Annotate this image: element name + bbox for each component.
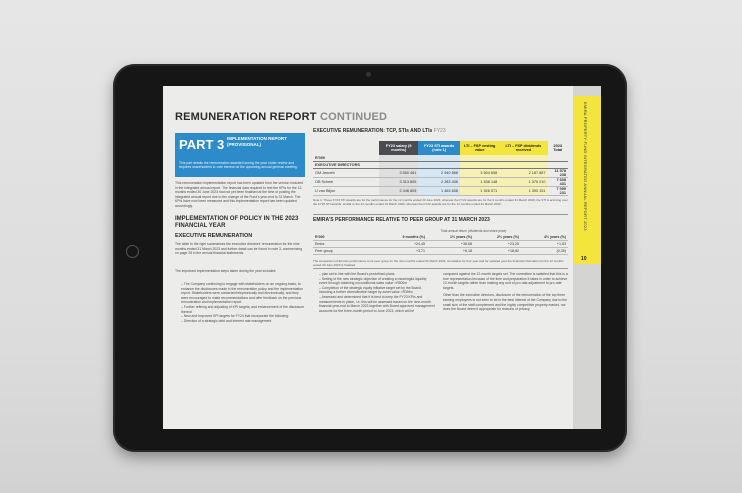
cell: +38,68 bbox=[427, 241, 474, 248]
right-column bbox=[443, 272, 568, 312]
cell: +24,45 bbox=[379, 241, 427, 248]
table-header-cell: 2023 Total bbox=[553, 144, 563, 152]
divider bbox=[313, 214, 568, 215]
bullet-item: – Further refining and adjusting of KPI targets, and enhancement of the disclosure thereof. bbox=[181, 305, 305, 314]
cell: 2 187 887 bbox=[499, 169, 547, 178]
part-header bbox=[175, 133, 305, 159]
report-page bbox=[163, 86, 573, 429]
row-name: U van Biljon bbox=[313, 187, 379, 196]
table1-heading bbox=[313, 128, 446, 134]
table2-heading: EMIRA'S PERFORMANCE RELATIVE TO PEER GROUP AT 31 MARCH 2023 bbox=[313, 217, 490, 223]
intro-box-text: This part details the remuneration awarded during the year under review and requires shareholders to vote thereon at the upcoming annual general meeting. bbox=[179, 161, 298, 170]
row-name: Emira bbox=[313, 241, 379, 248]
side-tab[interactable] bbox=[573, 96, 601, 264]
peer-performance-table bbox=[313, 228, 568, 255]
divider bbox=[313, 268, 568, 269]
unit-label: R'000 bbox=[313, 155, 379, 162]
table2-note: The comparison of Emira's performance to its peer group for the nine months ended 31 March 2023, cumulative for four year and for updated year the financial information for the 12 months ended 30 June 2023 is finalised. bbox=[313, 259, 564, 267]
unit-label: R'000 bbox=[313, 234, 379, 241]
table1-note: Note 1: These FY23 STI awards are for the performance for the 12 months ended 30 June 2023, whereas the FY22 awards are for the 9 months ended 31 March 2023; the STI is accruing over the FY23 STI awards, similar to the 12 months ended 31 March 2023, whereas the FY22 awards are for the 12 months ended 31 March 2023. bbox=[313, 198, 568, 206]
executive-paragraph: The table to the right summarises the executive directors' remuneration for the nine months ended 31 March 2023 and further detail can be found in note 3, commencing on page 28 in the annual financial statements. bbox=[175, 242, 303, 256]
table-header-cell: FY23 STI awards (note 1) bbox=[418, 141, 460, 155]
table-header-cell bbox=[313, 141, 379, 155]
cell-total: 7 099 231 bbox=[548, 187, 569, 196]
table-section-row bbox=[313, 162, 568, 169]
table-caption: Total annual return (dividends and share price) bbox=[440, 229, 507, 233]
table-row bbox=[313, 178, 568, 187]
cell: (0,35) bbox=[521, 248, 568, 255]
cell: 3 504 658 bbox=[460, 169, 499, 178]
section-label: EXECUTIVE DIRECTORS bbox=[313, 162, 379, 169]
intro-box bbox=[175, 159, 305, 177]
cell: +18,82 bbox=[474, 248, 521, 255]
bullet-item: – Assessed and determined that it is best to keep the FY23 KPIs and measurements in place, i.e. this will be assessed based on the nine-month financial year-end to March 2023 together with Board-approved management accounts for the three-month period to June 2023, which will be bbox=[319, 295, 435, 313]
middle-column bbox=[313, 272, 435, 313]
bullet-item: – Direction of a strategic debt and interest rate management bbox=[181, 319, 305, 324]
cell-total: 11 578 238 bbox=[548, 169, 569, 178]
intro-paragraph: This remuneration implementation report has been updated from the version included in the integrated annual report. The financial data required to test the KPIs for the 12-months ended 30 June 2023 had not yet been finalised at the time of posting the integrated annual report due to the change of the Fund's year-end to 31 March. The KPIs have now been measured and this implementation report has been updated accordingly. bbox=[175, 181, 303, 208]
bullet-item: – plan set in line with the Board's predefined plans bbox=[319, 272, 435, 277]
table-row bbox=[313, 187, 568, 196]
cell: 1 638 148 bbox=[460, 178, 499, 187]
cell: 2 940 868 bbox=[418, 169, 460, 178]
table-row bbox=[313, 169, 568, 178]
table-header-cell: FY23 salary (9 months) bbox=[379, 141, 418, 155]
cell: +23,25 bbox=[474, 241, 521, 248]
cell: +3,71 bbox=[379, 248, 427, 255]
table-header-cell: 2½ years (%) bbox=[474, 234, 521, 241]
right-paragraph: compared against the 12-month targets set. The committee is satisfied that this is a true representation because of the time and preparation it takes in order to achieve 12-month targets rather than making any sort of pro-rata adjustment to pro-rate targets. bbox=[443, 272, 568, 290]
table-header-cell: LTI – FSP dividends received bbox=[499, 141, 547, 155]
bullet-item: – Setting of the new strategic objective of creating a meaningful liquidity event through obtaining unconditional sales value >R500m bbox=[319, 277, 435, 286]
heading-implementation: IMPLEMENTATION OF POLICY IN THE 2023 FINANCIAL YEAR bbox=[175, 216, 299, 229]
table-header-cell: LTI – FSP vesting value bbox=[460, 141, 499, 155]
page-number: 10 bbox=[581, 256, 587, 262]
table1-heading-highlight: FY23 bbox=[433, 128, 446, 134]
row-name: OB Scheel bbox=[313, 178, 379, 187]
cell: 3 550 461 bbox=[379, 169, 418, 178]
cell: 1 390 151 bbox=[499, 187, 547, 196]
row-name: GM Jennett bbox=[313, 169, 379, 178]
cell: 1 376 210 bbox=[499, 178, 547, 187]
steps-intro: The important implementation steps taken during the year included: bbox=[175, 269, 277, 273]
camera-dot bbox=[366, 72, 371, 77]
cell: 3 313 805 bbox=[379, 178, 418, 187]
cell: 2 283 408 bbox=[418, 178, 460, 187]
row-name: Peer group bbox=[313, 248, 379, 255]
table-header-cell: 9 months (%) bbox=[379, 234, 427, 241]
executive-remuneration-table bbox=[313, 141, 568, 196]
table-header-row bbox=[313, 141, 568, 155]
cell: +1,53 bbox=[521, 241, 568, 248]
table-header-cell: 1½ years (%) bbox=[427, 234, 474, 241]
title-main: REMUNERATION REPORT bbox=[175, 111, 317, 123]
table-row bbox=[313, 241, 568, 248]
cell: 1 463 608 bbox=[418, 187, 460, 196]
right-paragraph: Other than the executive directors, disclosure of the remuneration of the top three earning employees is not seen to be in the best interest of the Company due to the small size of the staff complement and the highly competitive property market, nor does the Board deem it appropriate for reasons of privacy. bbox=[443, 293, 568, 312]
cell: 1 926 571 bbox=[460, 187, 499, 196]
part-number: PART 3 bbox=[179, 137, 225, 152]
tablet-screen bbox=[163, 86, 601, 429]
title-continued: CONTINUED bbox=[319, 111, 388, 123]
home-button[interactable] bbox=[126, 245, 139, 258]
heading-executive-remuneration: EXECUTIVE REMUNERATION bbox=[175, 233, 253, 239]
table-row bbox=[313, 248, 568, 255]
bullet-item: – Completion of the strategic equity initiative target set by the Board, including a further diversification target by asset value >R35bn bbox=[319, 286, 435, 295]
side-tab-bar bbox=[573, 86, 601, 429]
page-title bbox=[175, 111, 387, 123]
cell: +6,18 bbox=[427, 248, 474, 255]
cell-total: 7 608 431 bbox=[548, 178, 569, 187]
part-title: IMPLEMENTATION REPORT (PROVISIONAL) bbox=[227, 136, 287, 147]
steps-bullets bbox=[175, 282, 305, 323]
bullet-item: – The Company continuing to engage with stakeholders on an ongoing basis, to enhance the disclosures made in the remuneration policy and the implementation report. Stakeholders were contacted telephonically and electronically, and they were encouraged to make recommendations and offer feedback on the previous remuneration and implementation report. bbox=[181, 282, 305, 305]
table1-heading-text: EXECUTIVE REMUNERATION: TCP, STIs AND LTIs bbox=[313, 128, 433, 134]
bullet-item: – New and improved KPI targets for FY24 that incorporate the following: bbox=[181, 314, 305, 319]
side-tab-label: EMIRA PROPERTY FUND INTEGRATED ANNUAL REPORT 2023 bbox=[583, 102, 588, 231]
table-header-cell: 4½ years (%) bbox=[521, 234, 568, 241]
cell: 2 446 805 bbox=[379, 187, 418, 196]
